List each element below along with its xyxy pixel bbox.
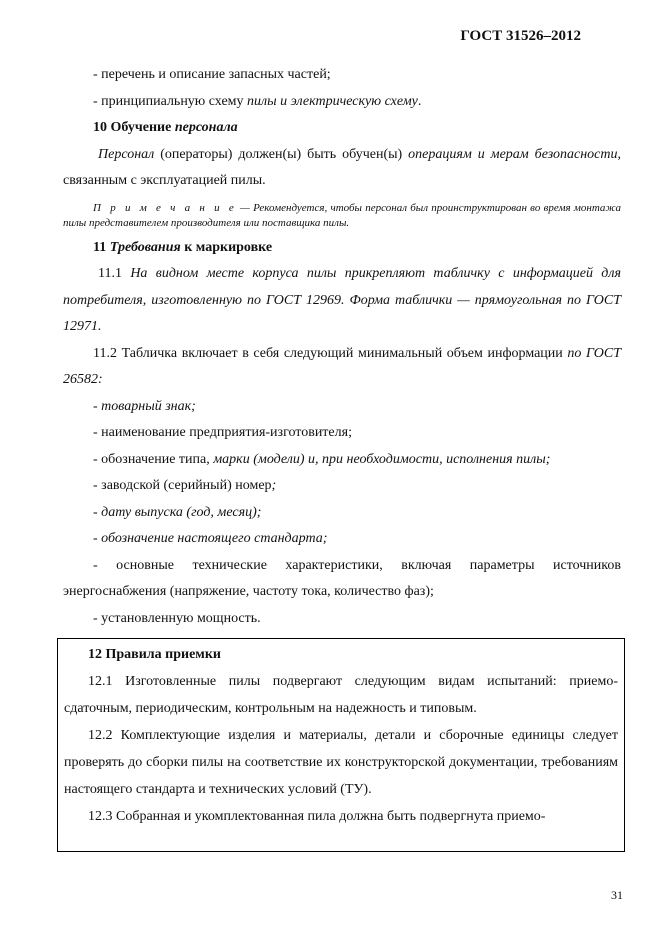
list-item (63, 89, 621, 116)
paragraph-11-1 (63, 261, 621, 341)
section-title: персонала (174, 120, 238, 135)
text-italic: Персонал (98, 146, 155, 162)
text-italic: операциям и мерам безопасности, (408, 146, 621, 162)
text-italic: марки (модели) и, при необходимости, исполнения пилы; (213, 451, 551, 467)
paragraph-12-3: 12.3 Собранная и укомплектованная пила должна быть подвергнута приемо- (88, 809, 546, 824)
list-item (63, 394, 621, 421)
text-normal: (операторы) должен(ы) быть обучен(ы) (154, 146, 409, 162)
paragraph-11-2 (63, 341, 621, 394)
list-item: - наименование предприятия-изготовителя; (93, 425, 352, 440)
text-normal: 11.2 Табличка включает в себя следующий минимальный объем информации (93, 345, 568, 361)
document-header: ГОСТ 31526–2012 (460, 28, 581, 44)
section-title: к маркировке (180, 239, 273, 255)
list-item (63, 526, 621, 553)
text-normal: связанным с эксплуатацией пилы. (63, 173, 266, 188)
note-label: П р и м е ч а н и е (93, 201, 237, 214)
section-12-box (57, 638, 625, 852)
section-title-italic: Требования (109, 239, 181, 255)
note (63, 201, 621, 231)
text-normal: - обозначение типа, (93, 451, 214, 467)
section-number: 11 (93, 239, 110, 255)
text-italic: пилы и электрическую схему (247, 93, 418, 109)
section-10-heading (63, 115, 621, 142)
text-italic: товарный знак; (101, 398, 196, 414)
section-12-heading: 12 Правила приемки (88, 647, 221, 662)
paragraph-12-1: 12.1 Изготовленные пилы подвергают следующим видам испытаний: приемо-сдаточным, периодическим, контрольным на надежность и типовым. (64, 674, 618, 716)
text-italic: - обозначение настоящего стандарта; (93, 531, 328, 546)
clause-number: 11.1 (98, 266, 131, 281)
section-11-heading (63, 235, 621, 262)
list-item (63, 500, 621, 527)
text-italic: по ГОСТ 26582: (63, 345, 621, 387)
list-item: - установленную мощность. (93, 610, 261, 626)
list-item (63, 447, 621, 474)
document-body (63, 62, 621, 632)
text-normal: - заводской (серийный) номер (93, 478, 272, 493)
section-number: 10 Обучение (93, 120, 175, 135)
text-italic: - дату выпуска (год, месяц); (93, 504, 262, 520)
page-number: 31 (611, 888, 623, 902)
text-italic: ; (271, 478, 277, 493)
text-normal: . (417, 93, 422, 109)
section-10-paragraph (63, 142, 621, 195)
list-item: - перечень и описание запасных частей; (93, 67, 331, 82)
text-normal: - (93, 398, 102, 414)
list-item: - основные технические характеристики, включая параметры источников энергоснабжения (напряжение, частоту тока, количество фаз); (63, 557, 621, 599)
clause-text: На видном месте корпуса пилы прикрепляют табличку с информацией для потребителя, изготовленную по ГОСТ 12969. Форма таблички — прямоугольная по ГОСТ 12971. (63, 266, 621, 334)
text-normal: - принципиальную схему (93, 93, 248, 109)
paragraph-12-2: 12.2 Комплектующие изделия и материалы, детали и сборочные единицы следует проверять до сборки пилы на соответствие их конструкторской документации, требованиям настоящего стандарта и технических условий (ТУ). (64, 728, 618, 797)
note-text: — Рекомендуется, чтобы персонал был проинструктирован во время монтажа пилы представителем производителя или поставщика пилы. (63, 201, 621, 229)
list-item (63, 473, 621, 500)
